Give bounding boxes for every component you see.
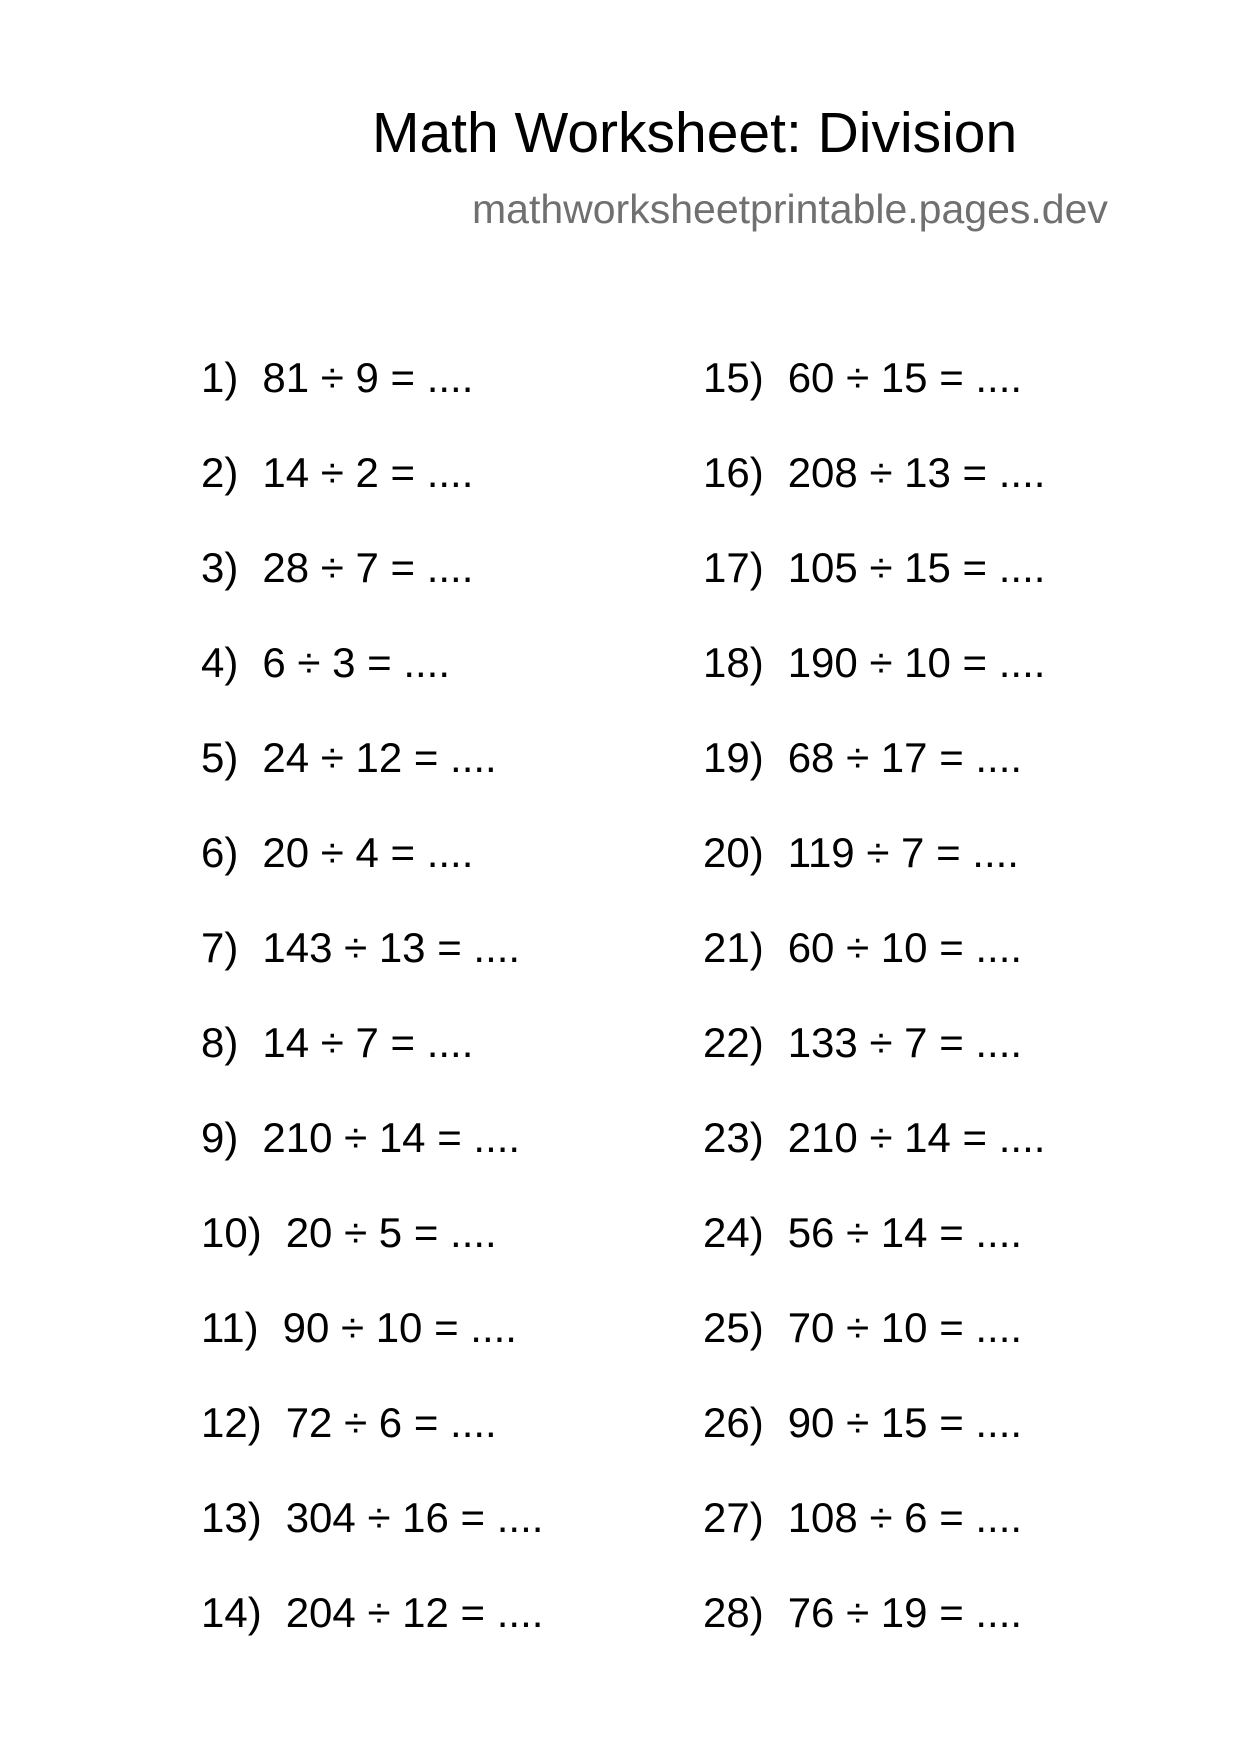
problem-item — [201, 918, 543, 1013]
problem-number: 11) — [201, 1304, 259, 1351]
problem-item — [201, 728, 543, 823]
problem-item — [703, 1488, 1045, 1583]
problem-item — [703, 1203, 1045, 1298]
problem-item — [703, 348, 1045, 443]
problem-number: 4) — [201, 639, 239, 686]
problem-expression: 81 ÷ 9 = .... — [262, 354, 474, 401]
problem-item — [703, 1108, 1045, 1203]
problem-expression: 210 ÷ 14 = .... — [262, 1114, 521, 1161]
problem-number: 9) — [201, 1114, 239, 1161]
problem-item — [201, 1393, 543, 1488]
problem-item — [201, 443, 543, 538]
problem-number: 25) — [703, 1304, 764, 1351]
problem-item — [703, 633, 1045, 728]
problem-item — [703, 823, 1045, 918]
problem-expression: 119 ÷ 7 = .... — [787, 829, 1019, 876]
problem-expression: 143 ÷ 13 = .... — [262, 924, 521, 971]
problem-expression: 72 ÷ 6 = .... — [285, 1399, 497, 1446]
problem-expression: 14 ÷ 2 = .... — [262, 449, 474, 496]
problem-number: 27) — [703, 1494, 764, 1541]
problem-expression: 190 ÷ 10 = .... — [787, 639, 1046, 686]
problem-expression: 90 ÷ 10 = .... — [282, 1304, 517, 1351]
problem-item — [201, 633, 543, 728]
problem-number: 16) — [703, 449, 764, 496]
problem-number: 19) — [703, 734, 764, 781]
problem-expression: 60 ÷ 10 = .... — [787, 924, 1023, 971]
problem-number: 14) — [201, 1589, 262, 1636]
problem-expression: 76 ÷ 19 = .... — [787, 1589, 1023, 1636]
problem-number: 28) — [703, 1589, 764, 1636]
problem-expression: 108 ÷ 6 = .... — [787, 1494, 1023, 1541]
problem-number: 5) — [201, 734, 239, 781]
problem-number: 1) — [201, 354, 239, 401]
problem-number: 22) — [703, 1019, 764, 1066]
page-title: Math Worksheet: Division — [372, 101, 1018, 165]
problem-item — [703, 443, 1045, 538]
problem-item — [201, 823, 543, 918]
problem-number: 23) — [703, 1114, 764, 1161]
problem-item — [201, 1488, 543, 1583]
problem-item — [703, 918, 1045, 1013]
problem-item — [703, 1393, 1045, 1488]
problems-column-right — [703, 348, 1045, 1678]
problem-expression: 105 ÷ 15 = .... — [787, 544, 1046, 591]
problem-expression: 60 ÷ 15 = .... — [787, 354, 1023, 401]
problem-number: 10) — [201, 1209, 262, 1256]
problem-number: 12) — [201, 1399, 262, 1446]
problem-number: 2) — [201, 449, 239, 496]
problem-expression: 14 ÷ 7 = .... — [262, 1019, 474, 1066]
problem-item — [703, 728, 1045, 823]
problem-number: 15) — [703, 354, 764, 401]
website-url: mathworksheetprintable.pages.dev — [472, 186, 1108, 232]
problem-expression: 6 ÷ 3 = .... — [262, 639, 451, 686]
problem-number: 6) — [201, 829, 239, 876]
problem-number: 21) — [703, 924, 764, 971]
problem-expression: 70 ÷ 10 = .... — [787, 1304, 1023, 1351]
problem-expression: 208 ÷ 13 = .... — [787, 449, 1046, 496]
problem-number: 7) — [201, 924, 239, 971]
problem-expression: 204 ÷ 12 = .... — [285, 1589, 544, 1636]
problem-item — [703, 1583, 1045, 1678]
problem-item — [201, 1108, 543, 1203]
problem-expression: 28 ÷ 7 = .... — [262, 544, 474, 591]
problem-expression: 304 ÷ 16 = .... — [285, 1494, 544, 1541]
problem-expression: 133 ÷ 7 = .... — [787, 1019, 1023, 1066]
problem-number: 18) — [703, 639, 764, 686]
problem-number: 24) — [703, 1209, 764, 1256]
problem-expression: 56 ÷ 14 = .... — [787, 1209, 1023, 1256]
problem-number: 20) — [703, 829, 764, 876]
problem-item — [201, 348, 543, 443]
problem-expression: 90 ÷ 15 = .... — [787, 1399, 1023, 1446]
problem-number: 13) — [201, 1494, 262, 1541]
problem-item — [201, 1298, 543, 1393]
problem-item — [201, 1013, 543, 1108]
problem-item — [201, 538, 543, 633]
problem-number: 26) — [703, 1399, 764, 1446]
problem-item — [201, 1583, 543, 1678]
problem-expression: 68 ÷ 17 = .... — [787, 734, 1023, 781]
problem-number: 3) — [201, 544, 239, 591]
problem-expression: 20 ÷ 5 = .... — [285, 1209, 497, 1256]
problem-expression: 20 ÷ 4 = .... — [262, 829, 474, 876]
problem-item — [703, 1013, 1045, 1108]
problem-item — [703, 1298, 1045, 1393]
problem-number: 8) — [201, 1019, 239, 1066]
problem-item — [201, 1203, 543, 1298]
problem-number: 17) — [703, 544, 764, 591]
problem-item — [703, 538, 1045, 633]
problem-expression: 24 ÷ 12 = .... — [262, 734, 497, 781]
problems-column-left — [201, 348, 543, 1678]
problem-expression: 210 ÷ 14 = .... — [787, 1114, 1046, 1161]
